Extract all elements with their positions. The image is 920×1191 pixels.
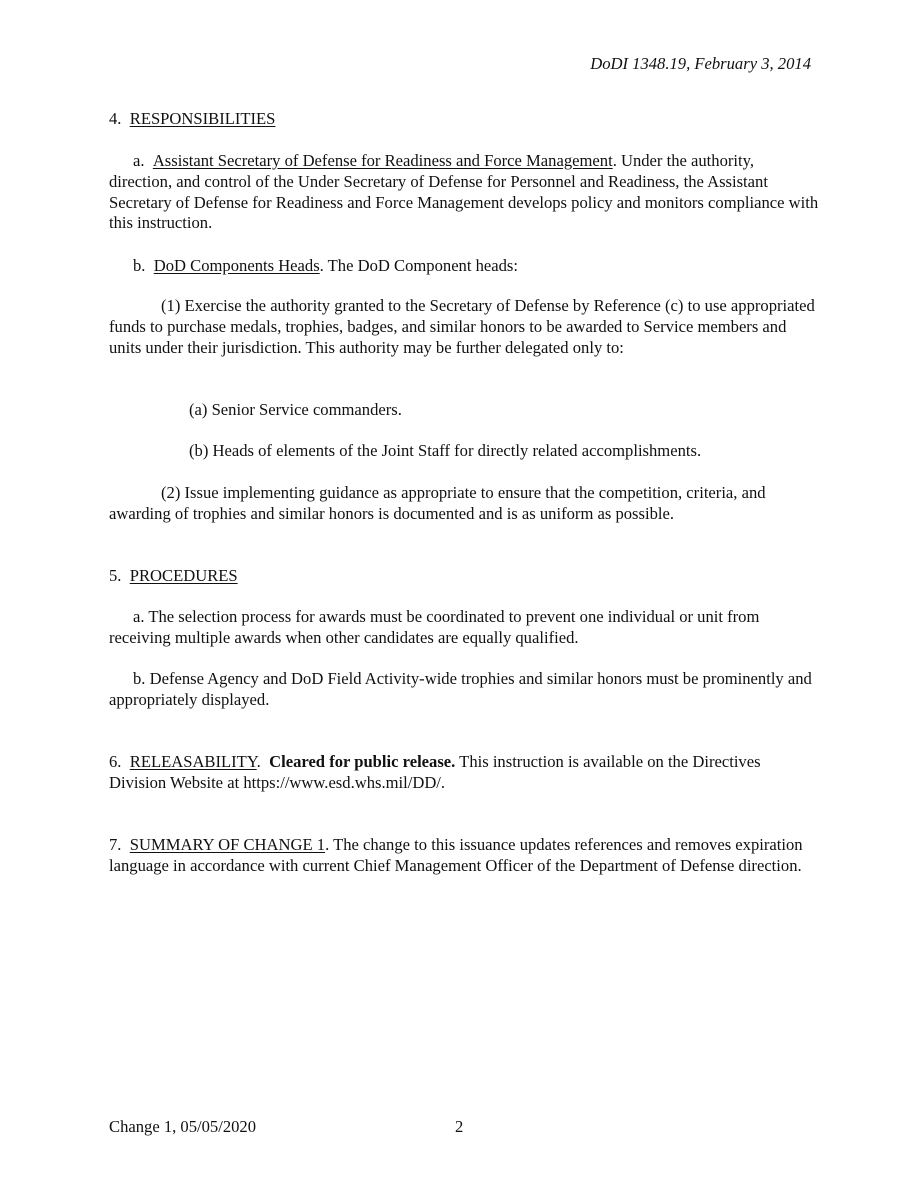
section-4b1a-paragraph (109, 400, 819, 421)
section-4b2-paragraph (109, 483, 819, 525)
section-number: 6. (109, 752, 122, 771)
section-title: RELEASABILITY (129, 752, 257, 771)
item-text: (2) Issue implementing guidance as appropriate to ensure that the competition, criteria, and awarding of trophies and similar honors is documented and is as uniform as possible. (109, 483, 766, 523)
footer-change-note: Change 1, 05/05/2020 (109, 1117, 257, 1136)
section-number: 7. (109, 835, 122, 854)
item-text: b. Defense Agency and DoD Field Activity-wide trophies and similar honors must be prominently and appropriately displayed. (109, 669, 812, 709)
item-text: (1) Exercise the authority granted to the Secretary of Defense by Reference (c) to use appropriated funds to purchase medals, trophies, badges, and similar honors to be awarded to Service members and units under their jurisdiction. This authority may be further delegated only to: (109, 296, 815, 357)
section-4a-paragraph (109, 151, 819, 234)
section-4b1-paragraph (109, 296, 819, 358)
item-title: Assistant Secretary of Defense for Readiness and Force Management (152, 151, 613, 170)
section-5a-paragraph (109, 607, 819, 649)
item-text: (a) Senior Service commanders. (189, 400, 402, 419)
item-text: (b) Heads of elements of the Joint Staff for directly related accomplishments. (189, 441, 702, 460)
page-number: 2 (455, 1117, 464, 1136)
item-title: DoD Components Heads (153, 256, 320, 275)
item-label: a. (133, 151, 145, 170)
item-text: . Under the authority, direction, and control of the Under Secretary of Defense for Personnel and Readiness, the Assistant Secretary of Defense for Readiness and Force Management develops policy and monitors compliance with this instruction. (109, 151, 819, 233)
section-4b1b-paragraph (109, 441, 819, 462)
section-number: 4. (109, 109, 122, 128)
section-6-paragraph: 6. RELEASABILITY. Cleared for public release. This instruction is available on the Directives Division Website at https://www.esd.whs.mil/DD/. (109, 752, 761, 792)
item-text: . The DoD Component heads: (319, 256, 519, 275)
document-header: DoDI 1348.19, February 3, 2014 (590, 54, 811, 73)
section-5b-paragraph (109, 669, 819, 711)
release-statement: Cleared for public release. (269, 752, 456, 771)
section-5-heading (109, 566, 819, 587)
item-label: b. (133, 256, 146, 275)
section-4-heading (109, 109, 819, 130)
item-text: This instruction is available on the Directives Division Website at https://www.esd.whs.mil/DD/. (109, 752, 761, 792)
section-title: RESPONSIBILITIES (129, 109, 276, 128)
section-number: 5. (109, 566, 122, 585)
section-4b-paragraph (109, 256, 819, 277)
item-text: a. The selection process for awards must be coordinated to prevent one individual or unit from receiving multiple awards when other candidates are equally qualified. (109, 607, 760, 647)
section-title: PROCEDURES (129, 566, 238, 585)
item-text: . The change to this issuance updates references and removes expiration language in accordance with current Chief Management Officer of the Department of Defense direction. (109, 835, 803, 875)
section-title: SUMMARY OF CHANGE 1 (129, 835, 326, 854)
section-7-paragraph (109, 835, 819, 877)
